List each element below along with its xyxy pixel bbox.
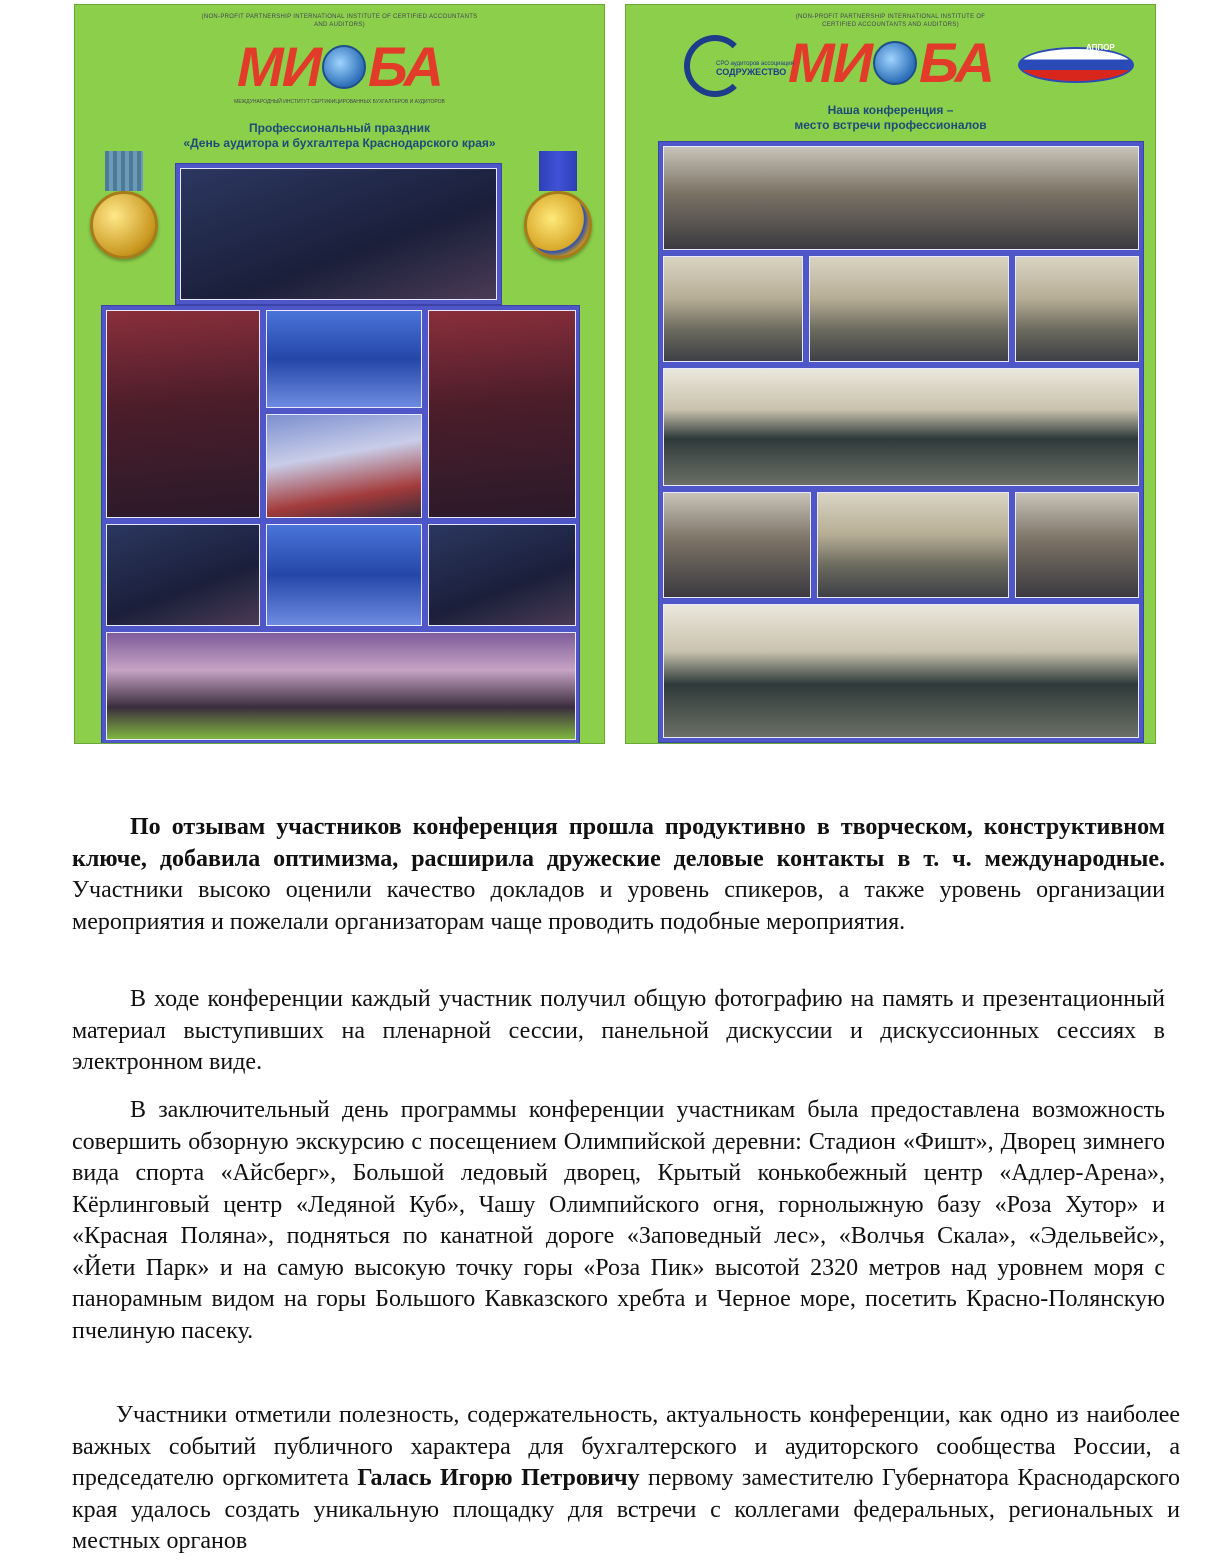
sodruzhestvo-caption: СРО аудиторов ассоциация СОДРУЖЕСТВО	[716, 61, 794, 77]
photo-orchestra	[106, 310, 260, 518]
brochure-cover-left	[74, 4, 605, 744]
photo-awardees-2	[266, 524, 422, 626]
photo-presentation	[266, 414, 422, 518]
brochure-heading-line1: Наша конференция –	[827, 103, 954, 117]
photo-presidium	[180, 168, 497, 300]
paragraph-3-text: В заключительный день программы конференции участникам была предоставлена возможность совершить обзорную экскурсию с посещением Олимпийской деревни: Стадион «Фишт», Дворец зимнего вида спорта «Айсберг», Большой ледовый дворец, Крытый конькобежный центр «Адлер-Арена», Кёрлинговый центр «Ледяной Куб», Чашу Олимпийского огня, горнолыжную базу «Роза Хутор» и «Красная Поляна», подняться по канатной дороге «Заповедный лес», «Волчья Скала», «Эдельвейс», «Йети Парк» и на самую высокую точку горы «Роза Пик» высотой 2320 метров над уровнем моря с панорамным видом на горы Большого Кавказского хребта и Черное море, посетить Красно-Полянскую пчелиную пасеку.	[72, 1097, 1165, 1344]
photo-audience-1	[663, 492, 811, 598]
paragraph-2	[72, 984, 1165, 1079]
photo-awardees-1	[106, 524, 260, 626]
brochure-heading-line2: «День аудитора и бухгалтера Краснодарского края»	[183, 136, 496, 150]
globe-icon	[322, 45, 366, 89]
paragraph-1	[72, 812, 1165, 938]
photo-room-1	[663, 256, 803, 362]
brochure-cover-right	[625, 4, 1156, 744]
brochure-heading-line1: Профессиональный праздник	[249, 121, 430, 135]
paragraph-4-end: первому заместителю Губернатора Краснодарского края удалось создать уникальную площадку для встречи с коллегами федеральных, региональных и местных органов	[72, 1465, 1180, 1554]
brochure-top-caption: (NON-PROFIT PARTNERSHIP INTERNATIONAL INSTITUTE OF CERTIFIED ACCOUNTANTS AND AUDITORS)	[201, 14, 478, 28]
brochure-top-caption: (NON-PROFIT PARTNERSHIP INTERNATIONAL INSTITUTE OF CERTIFIED ACCOUNTANTS AND AUDITORS)	[795, 14, 986, 28]
photo-round-table	[663, 368, 1139, 486]
photo-collage	[658, 141, 1144, 743]
miba-logo: МИ БА	[788, 31, 993, 94]
photo-room-2	[809, 256, 1009, 362]
miba-logo: МИ БА	[237, 35, 442, 98]
paragraph-4-start: Участники отметили полезность, содержательность, актуальность конференции, как одно из наиболее важных событий публичного характера для бухгалтерского и аудиторского сообщества России, а председателю оргкомитета	[72, 1402, 1180, 1491]
photo-awardees-3	[428, 524, 576, 626]
paragraph-4	[72, 1400, 1180, 1558]
paragraph-3	[72, 1095, 1165, 1347]
photo-room-3	[1015, 256, 1139, 362]
photo-session-panorama	[663, 604, 1139, 738]
photo-frame-top	[175, 163, 502, 305]
logo-subcaption: МЕЖДУНАРОДНЫЙ ИНСТИТУТ СЕРТИФИЦИРОВАННЫХ БУХГАЛТЕРОВ И АУДИТОРОВ	[234, 99, 445, 105]
photo-group-conference	[663, 146, 1139, 250]
paragraph-1-bold: По отзывам участников конференция прошла продуктивно в творческом, конструктивном ключе, добавила оптимизма, расширила дружеские деловые контакты в т. ч. международные.	[72, 814, 1165, 872]
medal-right-icon	[523, 151, 593, 259]
photo-collage	[101, 305, 580, 744]
photo-stage	[266, 310, 422, 408]
appor-logo-icon	[1018, 47, 1134, 83]
photo-screen	[817, 492, 1009, 598]
medal-left-icon	[89, 151, 159, 259]
brochure-heading-line2: место встречи профессионалов	[794, 118, 987, 132]
appor-label: АППОР	[1086, 43, 1115, 52]
paragraph-1-rest: Участники высоко оценили качество докладов и уровень спикеров, а также уровень организации мероприятия и пожелали организаторам чаще проводить подобные мероприятия.	[72, 877, 1165, 935]
photo-theatre	[428, 310, 576, 518]
photo-group	[106, 632, 576, 740]
paragraph-4-name: Галась Игорю Петровичу	[357, 1465, 640, 1491]
globe-icon	[873, 41, 917, 85]
paragraph-2-text: В ходе конференции каждый участник получил общую фотографию на память и презентационный материал выступивших на пленарной сессии, панельной дискуссии и дискуссионных сессиях в электронном виде.	[72, 986, 1165, 1075]
photo-audience-2	[1015, 492, 1139, 598]
